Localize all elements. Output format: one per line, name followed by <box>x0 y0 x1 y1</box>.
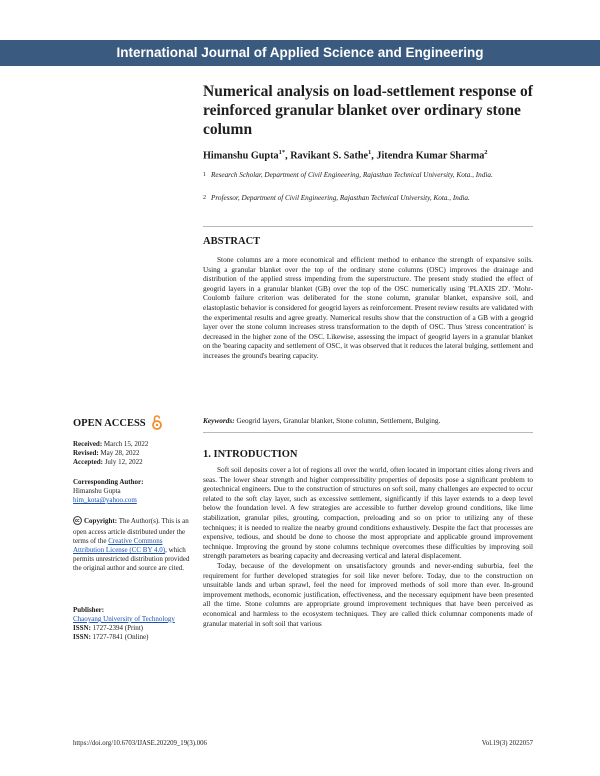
paragraph: Today, because of the development on unsatisfactory grounds and never-ending suburbia, feel the requirement for further developed strategies for soil like never before. Today, due to the construction on unsuitable lands and urban sprawl, feel the need for improved methods of soil more than ever. In-ground improvement methods, economic justification, effectiveness, and the necessary equipment have been presented all the time. Stone columns are appropriate ground improvement techniques that have been perceived as economical and harmless to the ecosystem techniques. They are called thick columnar components made of granular material in soft soil that various <box>203 560 533 628</box>
author-sup: 2 <box>484 149 488 156</box>
cc-license-link[interactable]: Creative Commons Attribution License (CC BY 4.0) <box>73 537 166 554</box>
divider <box>203 226 533 227</box>
author-name: Himanshu Gupta <box>203 150 279 162</box>
footer-doi: https://doi.org/10.6703/IJASE.202209_19(3).006 <box>73 740 207 747</box>
copyright-text-end: , which permits unrestricted distribution provided the original author and source are cited. <box>73 546 190 572</box>
keywords-text: Geogrid layers, Granular blanket, Stone column, Settlement, Bulging. <box>236 416 441 425</box>
publisher-link[interactable]: Chaoyang University of Technology <box>73 615 175 623</box>
abstract-heading: ABSTRACT <box>203 236 261 247</box>
issn-print: 1727-2394 (Print) <box>92 624 144 632</box>
affiliation-number: 2 <box>203 195 206 201</box>
open-access-lock-icon <box>152 415 162 433</box>
section-heading-introduction: 1. INTRODUCTION <box>203 449 298 460</box>
divider <box>203 432 533 433</box>
received-date: March 15, 2022 <box>103 440 149 448</box>
introduction-body <box>203 465 533 628</box>
keywords <box>203 416 533 425</box>
author-sup: 1 <box>368 149 372 156</box>
author-list: Himanshu Gupta$^{1*}$, Ravikant S. Sathe$^1$, Jitendra Kumar Sharma$^2$ <box>203 149 488 162</box>
dates-block <box>73 440 193 467</box>
footer-volume: Vol.19(3) 2022057 <box>481 740 533 747</box>
keywords-label: Keywords: <box>203 416 235 425</box>
open-access-heading <box>73 415 162 433</box>
corresponding-label: Corresponding Author: <box>73 478 144 486</box>
affiliation-text: Research Scholar, Department of Civil Engineering, Rajasthan Technical University, Kota., India. <box>211 171 493 179</box>
affiliation <box>203 194 533 204</box>
issn-online: 1727-7841 (Online) <box>92 633 149 641</box>
accepted-date: July 12, 2022 <box>104 458 143 466</box>
copyright-label: Copyright: <box>84 517 118 525</box>
revised-date: May 28, 2022 <box>100 449 140 457</box>
corresponding-name: Himanshu Gupta <box>73 487 121 495</box>
issn-label: ISSN: <box>73 633 91 641</box>
paper-title: Numerical analysis on load-settlement response of reinforced granular blanket over ordinary stone column <box>203 83 533 138</box>
abstract-text: Stone columns are a more economical and efficient method to enhance the strength of expansive soils. Using a granular blanket over the top of the ordinary stone columns (OSC) improves the drainage and distribution of the applied stress impending from the superstructure. The present study studied the effect of geogrid layers in a granular blanket (GB) over the top of the OSC numerically using 'PLAXIS 2D'. 'Mohr-Coulomb failure criterion was deliberated for the stone column, granular blanket, expansive soil, and elastoplastic behavior is considered for geogrid layers as reinforcement. Present review results are validated with the experimental results and agree greatly. Numerical results show that the construction of a GB with a geogrid layer over the stone column increases stress transformation to the depth of OSC. Thus 'stress concentration' is decreased in the higher zone of the OSC. Likewise, assessing the impact of geogrid layers in a granular blanket on the 'bearing capacity and settlement of OSC, it was observed that it reduces the lateral bulging, settlement and increases the ground's bearing capacity. <box>203 255 533 360</box>
journal-banner: International Journal of Applied Science and Engineering <box>0 40 600 66</box>
author-name: Ravikant S. Sathe <box>290 150 369 162</box>
open-access-label: OPEN ACCESS <box>73 418 146 429</box>
copyright-text: The Author(s). This is an open access article distributed under the terms of the <box>73 517 189 545</box>
affiliation-number: 1 <box>203 172 206 178</box>
issn-label: ISSN: <box>73 624 91 632</box>
copyright-block <box>73 516 193 573</box>
publisher-block <box>73 606 193 642</box>
corresponding-author-block <box>73 478 193 505</box>
author-name: Jitendra Kumar Sharma <box>376 150 485 162</box>
publisher-label: Publisher: <box>73 606 105 614</box>
received-label: Received: <box>73 440 103 448</box>
accepted-label: Accepted: <box>73 458 103 466</box>
corresponding-email-link[interactable]: him_kota@yahoo.com <box>73 496 137 504</box>
paragraph: Soft soil deposits cover a lot of regions all over the world, often located in important cities along rivers and seas. The lower shear strength and higher compressibility properties of deposits pose a significant problem to geotechnical engineers. Due to the construction of structures on soft soil, many challenges are expected to occur related to the soft clay layer, such as excessive settlement, significantly if this layer extends to a deep level below the foundation level. A few strategies are accessible to further develop ground conditions, like lime stabilization, granular piles, grouting, compaction, preloading and so on prior to utilizing any of these techniques; it is needed to realize the nearby ground conditions exhaustively. Despite the fact that processes are expensive, tedious, and should be done to choose the most appropriate and applicable ground improvement technique. Improving the ground by stone columns technique overcomes these difficulties by improving soil strength parameters as bearing capacity and decreasing vertical and lateral displacement. <box>203 465 533 561</box>
creative-commons-icon <box>73 516 82 528</box>
author-sup: 1* <box>278 149 286 156</box>
affiliation <box>203 171 533 181</box>
revised-label: Revised: <box>73 449 99 457</box>
affiliation-text: Professor, Department of Civil Engineering, Rajasthan Technical University, Kota., India. <box>211 194 470 202</box>
